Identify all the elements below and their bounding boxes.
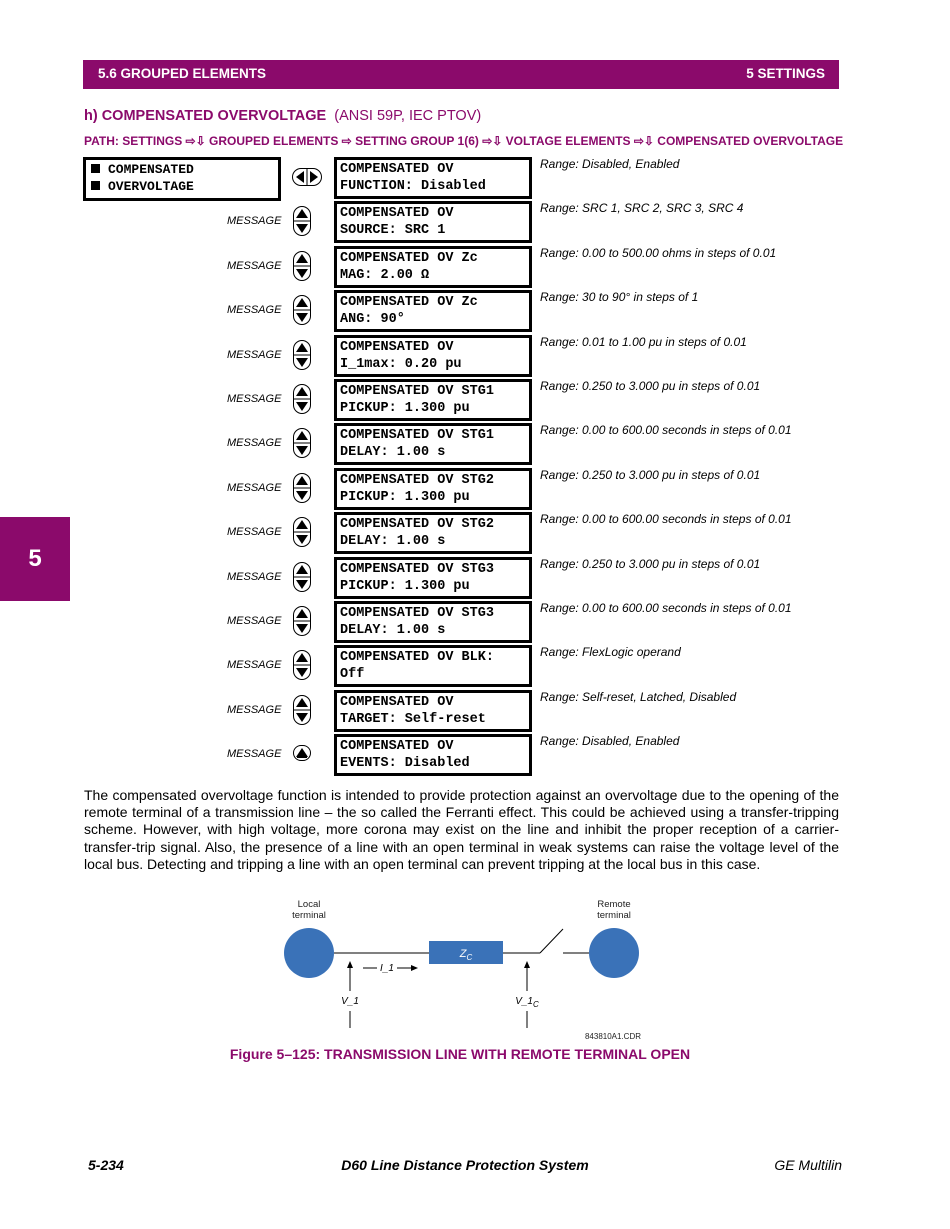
setting-value: ANG: 90° [340, 312, 405, 328]
local-terminal-label-1: Local [297, 899, 321, 910]
setting-name: COMPENSATED OV STG3 [340, 561, 494, 577]
message-label: MESSAGE [227, 215, 282, 228]
setting-name: COMPENSATED OV [340, 739, 454, 755]
message-label: MESSAGE [227, 348, 282, 361]
setting-row [0, 645, 950, 687]
setting-display[interactable] [334, 557, 532, 599]
figure-caption: Figure 5–125: TRANSMISSION LINE WITH REMOTE TERMINAL OPEN [229, 1046, 691, 1062]
setting-value: DELAY: 1.00 s [340, 445, 446, 461]
setting-display[interactable] [334, 468, 532, 510]
up-down-arrow-keys-icon[interactable] [293, 562, 311, 597]
message-label: MESSAGE [227, 615, 282, 627]
setting-value: Off [340, 667, 365, 683]
setting-display[interactable] [334, 423, 532, 465]
setting-range: Range: Self-reset, Latched, Disabled [540, 689, 737, 704]
setting-name: COMPENSATED OV BLK: [340, 650, 494, 666]
setting-display[interactable] [334, 157, 532, 199]
setting-row [0, 512, 950, 554]
setting-value: TARGET: Self-reset [340, 711, 486, 727]
setting-range: Range: 0.250 to 3.000 pu in steps of 0.01 [540, 379, 761, 393]
setting-row [0, 690, 950, 732]
setting-value: PICKUP: 1.300 pu [340, 401, 470, 416]
setting-name: COMPENSATED OV Zc [340, 295, 478, 311]
setting-value: FUNCTION: Disabled [340, 179, 486, 194]
setting-name: COMPENSATED OV STG2 [340, 517, 494, 533]
chapter-side-tab: 5 [0, 517, 70, 601]
setting-display[interactable] [334, 734, 532, 776]
up-down-arrow-keys-icon[interactable] [293, 606, 311, 641]
setting-display[interactable] [334, 335, 532, 377]
message-label: MESSAGE [227, 570, 282, 583]
remote-terminal-label-2: terminal [597, 910, 631, 921]
setting-row [0, 468, 950, 510]
setting-row [0, 379, 950, 421]
setting-name: COMPENSATED OV [340, 694, 454, 710]
message-label: MESSAGE [227, 703, 282, 716]
setting-row [0, 246, 950, 288]
setting-row [0, 157, 950, 199]
setting-name: COMPENSATED OV STG3 [340, 606, 494, 621]
footer-page-number: 5-234 [88, 1157, 124, 1173]
setting-row [0, 557, 950, 599]
setting-range: Range: 0.00 to 600.00 seconds in steps of 0.01 [540, 423, 792, 438]
section-title-main: h) COMPENSATED OVERVOLTAGE [84, 108, 327, 124]
setting-display[interactable] [334, 690, 532, 732]
footer-company: GE Multilin [774, 1157, 842, 1173]
setting-row [0, 201, 950, 243]
message-label: MESSAGE [227, 259, 282, 272]
footer-product-title: D60 Line Distance Protection System [341, 1157, 589, 1173]
local-terminal-label-2: terminal [292, 910, 326, 921]
section-title-subtitle: (ANSI 59P, IEC PTOV) [334, 108, 482, 124]
message-label: MESSAGE [227, 748, 282, 761]
message-label: MESSAGE [227, 526, 282, 539]
up-down-arrow-keys-icon[interactable] [293, 650, 311, 685]
header-chapter-label: 5 SETTINGS [746, 66, 825, 81]
setting-value: PICKUP: 1.300 pu [340, 489, 470, 505]
impedance-zc-label: $Z_C$ [459, 948, 473, 962]
message-label: MESSAGE [227, 437, 282, 450]
setting-name: COMPENSATED OV STG2 [340, 472, 494, 488]
setting-range: Range: 0.01 to 1.00 pu in steps of 0.01 [540, 334, 747, 349]
setting-value: MAG: 2.00 Ω [340, 267, 430, 283]
current-i1-label: I_1 [380, 963, 394, 974]
setting-display[interactable] [334, 379, 532, 421]
setting-value: DELAY: 1.00 s [340, 534, 446, 550]
setting-name: COMPENSATED OV [340, 206, 454, 222]
up-down-arrow-keys-icon[interactable] [293, 473, 311, 508]
setting-row [0, 335, 950, 377]
setting-display[interactable] [334, 201, 532, 243]
setting-range: Range: 0.00 to 600.00 seconds in steps of 0.01 [540, 512, 792, 527]
setting-name: COMPENSATED OV [340, 339, 454, 355]
setting-range: Range: 0.250 to 3.000 pu in steps of 0.01 [540, 556, 761, 571]
description-paragraph: The compensated overvoltage function is intended to provide protection against an overvoltage due to the opening of the remote terminal of a transmission line – the so called the Ferranti effect. This could be achieved using a transfer-tripping scheme. However, with high voltage, more corona may exist on the line and inhibit the proper reception of a carrier-transfer-trip signal. Also, the presence of a line with an open terminal in weak systems can raise the voltage level of the local bus. Detecting and tripping a line with an open terminal can prevent tripping at the local bus in this case. [84, 787, 839, 872]
setting-row [0, 290, 950, 332]
setting-value: SOURCE: SRC 1 [340, 223, 446, 239]
setting-value: DELAY: 1.00 s [340, 623, 446, 638]
section-header-bar [83, 60, 839, 89]
setting-range: Range: SRC 1, SRC 2, SRC 3, SRC 4 [540, 201, 744, 216]
up-down-arrow-keys-icon[interactable] [293, 384, 311, 419]
up-arrow-key-icon[interactable] [293, 745, 311, 766]
menu-heading-line-2: OVERVOLTAGE [91, 179, 194, 194]
setting-value: EVENTS: Disabled [340, 756, 470, 772]
setting-range: Range: Disabled, Enabled [540, 734, 680, 749]
up-down-arrow-keys-icon[interactable] [293, 206, 311, 241]
setting-range: Range: FlexLogic operand [540, 645, 681, 660]
transmission-line-figure [260, 892, 680, 1044]
message-label: MESSAGE [227, 481, 282, 494]
left-right-arrow-keys-icon[interactable] [292, 168, 322, 191]
setting-value: PICKUP: 1.300 pu [340, 578, 470, 594]
setting-row [0, 601, 950, 643]
current-arrow-head-icon [411, 965, 418, 971]
section-title [84, 108, 481, 124]
setting-name: COMPENSATED OV Zc [340, 250, 478, 266]
header-section-label: 5.6 GROUPED ELEMENTS [98, 66, 267, 81]
v1c-label: $V\_1_C$ [515, 996, 539, 1009]
up-down-arrow-keys-icon[interactable] [293, 295, 311, 330]
message-label: MESSAGE [227, 304, 282, 317]
v1-label: V_1 [341, 996, 359, 1007]
v1c-arrow-head-icon [524, 961, 530, 968]
setting-name: COMPENSATED OV [340, 162, 454, 177]
setting-row [0, 423, 950, 465]
menu-heading-line-1: COMPENSATED [91, 162, 194, 177]
up-down-arrow-keys-icon[interactable] [293, 695, 311, 730]
setting-range: Range: 0.00 to 500.00 ohms in steps of 0.01 [540, 245, 777, 260]
v1-arrow-head-icon [347, 961, 353, 968]
setting-name: COMPENSATED OV STG1 [340, 428, 494, 444]
setting-range: Range: 0.250 to 3.000 pu in steps of 0.01 [540, 467, 761, 482]
setting-display[interactable] [334, 601, 532, 643]
up-down-arrow-keys-icon[interactable] [293, 251, 311, 286]
up-down-arrow-keys-icon[interactable] [293, 428, 311, 463]
setting-name: COMPENSATED OV STG1 [340, 384, 494, 399]
message-label: MESSAGE [227, 659, 282, 672]
remote-terminal-label-1: Remote [597, 899, 631, 910]
remote-terminal-node [589, 928, 639, 978]
figure-code: 843810A1.CDR [584, 1032, 642, 1041]
setting-range: Range: 0.00 to 600.00 seconds in steps of 0.01 [540, 601, 792, 615]
setting-row [0, 734, 950, 776]
local-terminal-node [284, 928, 334, 978]
setting-range: Range: Disabled, Enabled [540, 157, 680, 171]
settings-path: PATH: SETTINGS ⇨⇩ GROUPED ELEMENTS ⇨ SETTING GROUP 1(6) ⇨⇩ VOLTAGE ELEMENTS ⇨⇩ COMPENSATED OVERVOLTAGE [84, 134, 844, 148]
up-down-arrow-keys-icon[interactable] [293, 517, 311, 552]
up-down-arrow-keys-icon[interactable] [293, 340, 311, 375]
setting-display[interactable] [334, 290, 532, 332]
message-label: MESSAGE [227, 393, 282, 405]
setting-display[interactable] [334, 512, 532, 554]
setting-value: I_1max: 0.20 pu [340, 356, 462, 372]
setting-range: Range: 30 to 90° in steps of 1 [540, 290, 699, 305]
open-breaker-switch [540, 929, 563, 953]
setting-display[interactable] [334, 246, 532, 288]
setting-display[interactable] [334, 645, 532, 687]
